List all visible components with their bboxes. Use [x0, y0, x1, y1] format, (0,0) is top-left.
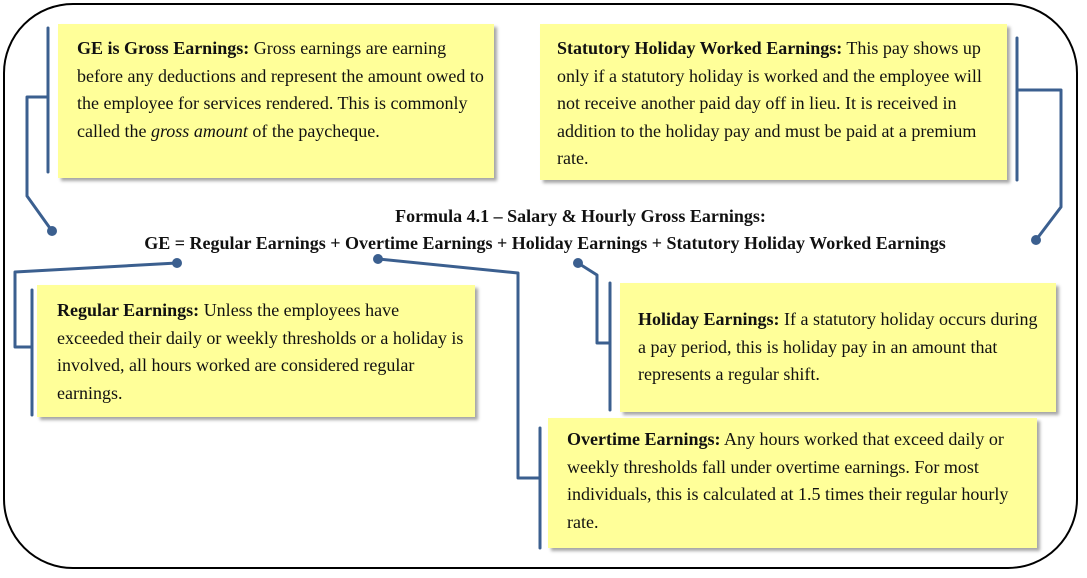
overtime-earnings-box — [548, 418, 1037, 548]
holiday-heading: Holiday Earnings: — [638, 309, 780, 329]
holiday-earnings-box — [620, 283, 1056, 412]
overtime-text: Any hours worked that exceed daily or weekly thresholds fall under overtime earnings. For most individuals, this is calculated at 1.5 times their regular hourly rate. — [567, 429, 1009, 532]
holiday-text: If a statutory holiday occurs during a pay period, this is holiday pay in an amount that represents a regular shift. — [638, 309, 1038, 384]
connector-dot-holiday — [573, 258, 583, 268]
connector-holiday-link — [578, 263, 610, 343]
connector-dot-regular — [172, 258, 182, 268]
connector-dot-stat — [1031, 235, 1041, 245]
regular-earnings-box — [37, 285, 475, 417]
stat-heading: Statutory Holiday Worked Earnings: — [557, 38, 843, 58]
ge-text-end: of the paycheque. — [247, 120, 380, 141]
regular-heading: Regular Earnings: — [57, 300, 200, 320]
regular-text: Unless the employees have exceeded their daily or weekly thresholds or a holiday is involved, all hours worked are considered regular earnings. — [57, 300, 464, 403]
connector-dot-ge — [47, 226, 57, 236]
formula-equation: GE = Regular Earnings + Overtime Earnings + Holiday Earnings + Statutory Holiday Worked Earnings — [144, 233, 946, 253]
ge-text: Gross earnings are earning before any deductions and represent the amount owed to the employee for services rendered. This is commonly called the — [77, 38, 484, 141]
ge-italic: gross amount — [150, 120, 248, 141]
ge-definition-box — [58, 24, 494, 178]
stat-holiday-box — [540, 24, 1007, 180]
stat-text: This pay shows up only if a statutory holiday is worked and the employee will not receive another paid day off in lieu. It is received in addition to the holiday pay and must be paid at a premium rate. — [557, 38, 982, 168]
ge-heading: GE is Gross Earnings: — [77, 38, 250, 58]
connector-dot-overtime — [373, 254, 383, 264]
formula-title: Formula 4.1 – Salary & Hourly Gross Earnings: — [395, 206, 766, 226]
overtime-heading: Overtime Earnings: — [567, 429, 721, 449]
